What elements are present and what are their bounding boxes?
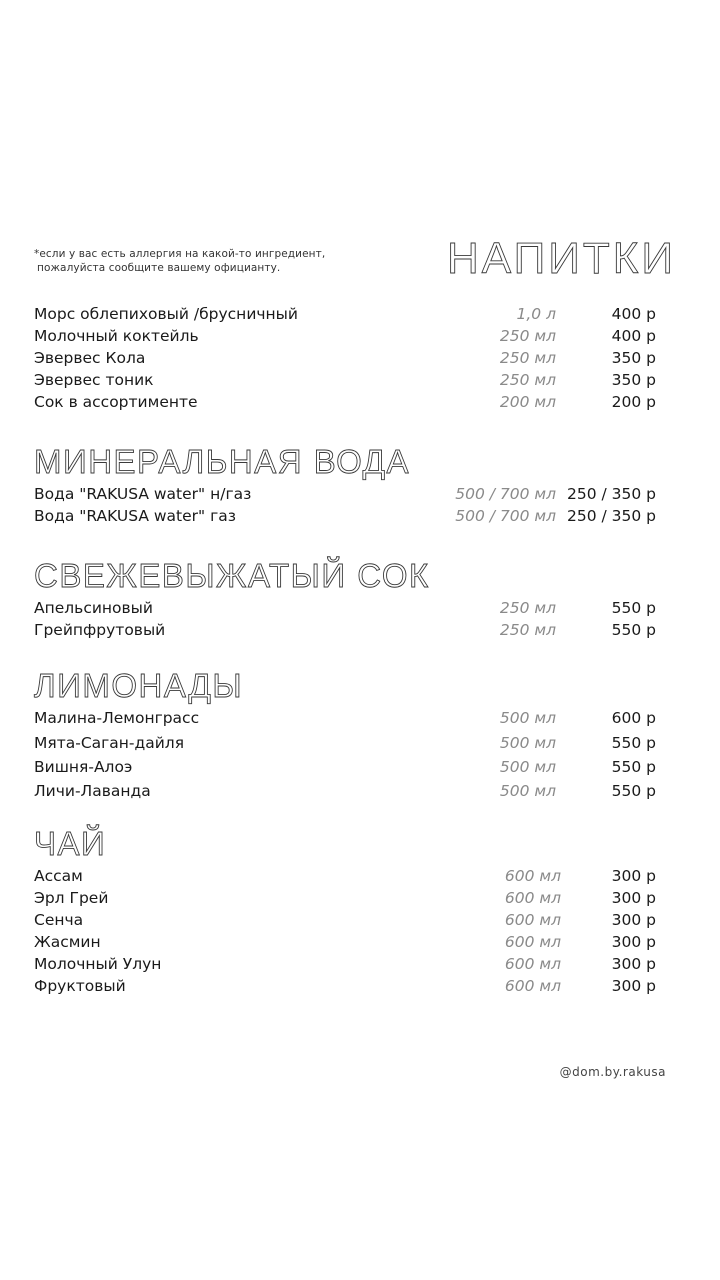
menu-item [34, 953, 656, 975]
menu-item [34, 347, 656, 369]
item-price: 550 р [611, 734, 656, 752]
item-price: 350 р [611, 371, 656, 389]
item-volume: 250 мл [499, 621, 556, 639]
item-name: Морс облепиховый /брусничный [34, 305, 298, 323]
item-price: 550 р [611, 758, 656, 776]
item-volume: 500 / 700 мл [455, 485, 556, 503]
item-price: 300 р [611, 977, 656, 995]
item-volume: 600 мл [504, 977, 561, 995]
menu-item [34, 619, 656, 641]
item-name: Эвервес Кола [34, 349, 146, 367]
item-name: Вода "RAKUSA water" газ [34, 507, 236, 525]
item-name: Личи-Лаванда [34, 782, 151, 800]
item-price: 300 р [611, 867, 656, 885]
item-price: 300 р [611, 955, 656, 973]
menu-item [34, 780, 656, 802]
item-name: Сенча [34, 911, 84, 929]
item-price: 200 р [611, 393, 656, 411]
item-volume: 250 мл [499, 327, 556, 345]
item-name: Сок в ассортименте [34, 393, 198, 411]
page-title: НАПИТКИ [446, 234, 676, 283]
menu-item [34, 756, 656, 778]
menu-item [34, 707, 656, 729]
item-name: Эрл Грей [34, 889, 109, 907]
section-title-tea: ЧАЙ [34, 825, 107, 862]
item-volume: 250 мл [499, 371, 556, 389]
menu-item [34, 483, 656, 505]
allergy-note [34, 247, 325, 275]
menu-item [34, 975, 656, 997]
item-name: Вода "RAKUSA water" н/газ [34, 485, 252, 503]
item-volume: 500 мл [499, 709, 556, 727]
item-price: 400 р [611, 327, 656, 345]
item-name: Грейпфрутовый [34, 621, 166, 639]
item-volume: 600 мл [504, 889, 561, 907]
item-price: 550 р [611, 782, 656, 800]
item-price: 250 / 350 р [566, 507, 656, 525]
item-volume: 500 мл [499, 734, 556, 752]
allergy-note-line1: *если у вас есть аллергия на какой-то ингредиент, [34, 248, 326, 260]
item-volume: 1,0 л [516, 305, 556, 323]
item-name: Молочный коктейль [34, 327, 199, 345]
section-title-fresh-juice: СВЕЖЕВЫЖАТЫЙ СОК [34, 557, 430, 594]
item-volume: 500 мл [499, 758, 556, 776]
item-name: Фруктовый [34, 977, 126, 995]
item-volume: 500 мл [499, 782, 556, 800]
menu-item [34, 732, 656, 754]
menu-item [34, 325, 656, 347]
item-name: Эвервес тоник [34, 371, 154, 389]
item-volume: 250 мл [499, 599, 556, 617]
item-price: 350 р [611, 349, 656, 367]
menu-item [34, 887, 656, 909]
allergy-note-line2: пожалуйста сообщите вашему официанту. [37, 262, 281, 274]
item-volume: 600 мл [504, 911, 561, 929]
item-name: Вишня-Алоэ [34, 758, 133, 776]
item-volume: 600 мл [504, 933, 561, 951]
item-volume: 250 мл [499, 349, 556, 367]
menu-item [34, 369, 656, 391]
instagram-handle: @dom.by.rakusa [559, 1065, 666, 1079]
item-price: 550 р [611, 621, 656, 639]
menu-item [34, 303, 656, 325]
item-price: 300 р [611, 889, 656, 907]
menu-item [34, 931, 656, 953]
item-name: Ассам [34, 867, 83, 885]
item-volume: 200 мл [499, 393, 556, 411]
item-name: Малина-Лемонграсс [34, 709, 200, 727]
item-price: 250 / 350 р [566, 485, 656, 503]
item-name: Апельсиновый [34, 599, 153, 617]
item-name: Мята-Саган-дайля [34, 734, 185, 752]
item-volume: 500 / 700 мл [455, 507, 556, 525]
item-name: Молочный Улун [34, 955, 162, 973]
item-price: 300 р [611, 933, 656, 951]
menu-item [34, 909, 656, 931]
menu-item [34, 597, 656, 619]
item-price: 550 р [611, 599, 656, 617]
item-volume: 600 мл [504, 867, 561, 885]
menu-item [34, 391, 656, 413]
item-price: 300 р [611, 911, 656, 929]
menu-item [34, 865, 656, 887]
item-volume: 600 мл [504, 955, 561, 973]
section-title-lemonades: ЛИМОНАДЫ [34, 667, 244, 704]
item-price: 400 р [611, 305, 656, 323]
item-name: Жасмин [34, 933, 101, 951]
item-price: 600 р [611, 709, 656, 727]
section-title-mineral-water: МИНЕРАЛЬНАЯ ВОДА [34, 443, 410, 480]
menu-item [34, 505, 656, 527]
